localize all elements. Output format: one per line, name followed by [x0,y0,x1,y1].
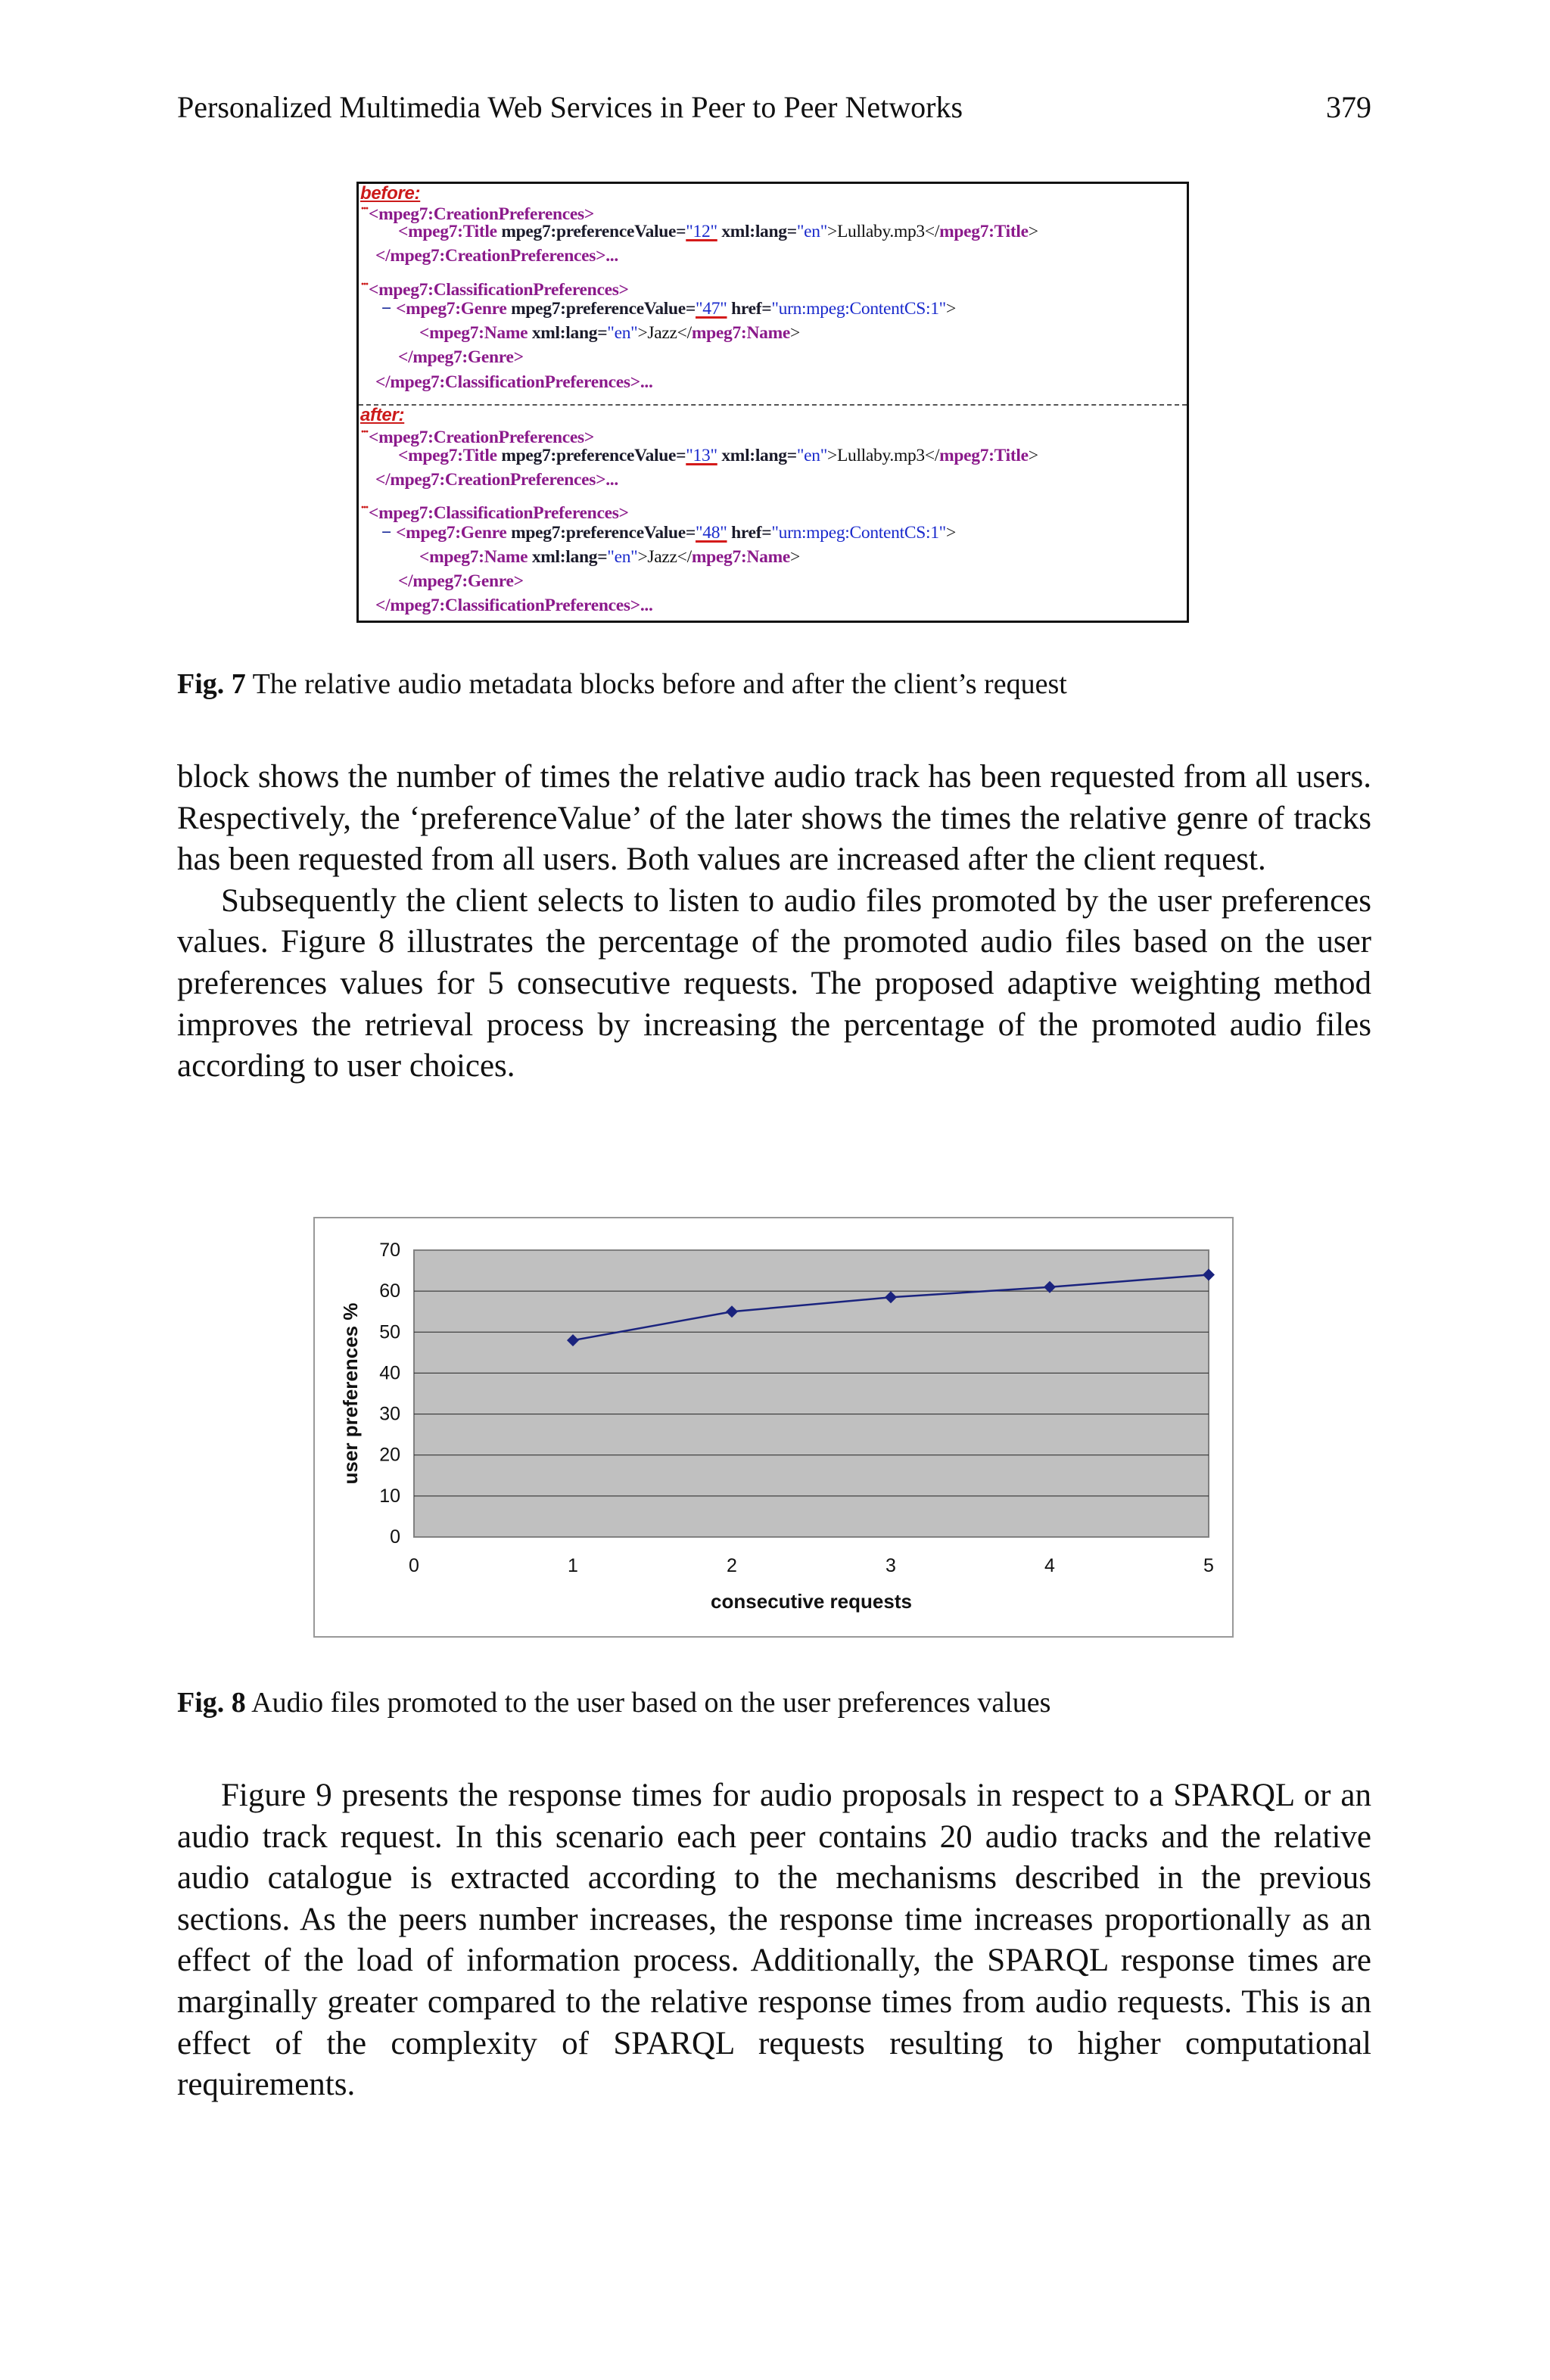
figure-7-caption-text: The relative audio metadata blocks before and after the client’s request [245,668,1067,700]
xml-line: ···<mpeg7:CreationPreferences> [360,201,594,224]
xml-line: <mpeg7:Title mpeg7:preferenceValue="12" xml:lang="en">Lullaby.mp3</mpeg7:Title> [398,222,1038,241]
xml-line: </mpeg7:CreationPreferences>... [375,470,618,490]
paragraph: Subsequently the client selects to listen to audio files promoted by the user preferences values. Figure 8 illustrates the percentage of the promoted audio files based on the user preferences values for 5 consecutive requests. The proposed adaptive weighting method improves the retrieval process by increasing the percentage of the promoted audio files according to user choices. [177,882,1371,1084]
before-after-separator [359,404,1187,406]
x-tick-label: 0 [409,1555,419,1576]
xml-line: ···<mpeg7:CreationPreferences> [360,424,594,447]
xml-line: </mpeg7:Genre> [398,347,524,367]
xml-line: ···<mpeg7:ClassificationPreferences> [360,499,629,523]
y-tick-label: 10 [379,1485,400,1507]
y-tick-labels [379,1240,400,1548]
y-tick-label: 50 [379,1321,400,1343]
x-tick-label: 1 [568,1555,578,1576]
y-tick-label: 20 [379,1444,400,1466]
x-tick-label: 5 [1203,1555,1214,1576]
xml-line: − <mpeg7:Genre mpeg7:preferenceValue="47" href="urn:mpeg:ContentCS:1"> [381,299,956,319]
chart-svg [315,1218,1232,1636]
xml-line: ···<mpeg7:ClassificationPreferences> [360,276,629,300]
figure-8-chart [313,1217,1234,1638]
x-axis-label: consecutive requests [711,1590,912,1613]
figure-8-caption-text: Audio files promoted to the user based on the user preferences values [245,1687,1051,1719]
xml-line: </mpeg7:ClassificationPreferences>... [375,596,653,615]
body-text-1 [177,757,1371,1087]
paragraph: block shows the number of times the relative audio track has been requested from all users. Respectively, the ‘preferenceValue’ of the later shows the times the relative genre of tracks has been requested from all users. Both values are increased after the client request. [177,759,1371,878]
preference-value-before-title: "12" [686,222,717,241]
preference-value-before-genre: "47" [696,299,727,319]
xml-line: </mpeg7:ClassificationPreferences>... [375,372,653,392]
preference-value-after-title: "13" [686,446,717,465]
x-tick-labels [409,1555,1214,1576]
running-title: Personalized Multimedia Web Services in Peer to Peer Networks [177,90,963,124]
plot-area [414,1250,1209,1537]
xml-line: </mpeg7:CreationPreferences>... [375,246,618,266]
x-tick-label: 3 [885,1555,896,1576]
y-tick-label: 40 [379,1362,400,1384]
xml-line: <mpeg7:Title mpeg7:preferenceValue="13" xml:lang="en">Lullaby.mp3</mpeg7:Title> [398,446,1038,465]
y-tick-label: 70 [379,1240,400,1261]
xml-line: <mpeg7:Name xml:lang="en">Jazz</mpeg7:Name> [419,323,800,343]
preference-value-after-genre: "48" [696,523,727,543]
x-tick-label: 2 [727,1555,737,1576]
after-label: after: [360,405,405,425]
figure-7-xml-blocks [356,182,1189,623]
xml-line: <mpeg7:Name xml:lang="en">Jazz</mpeg7:Name> [419,547,800,567]
figure-8-caption-label: Fig. 8 [177,1687,246,1719]
y-tick-label: 0 [390,1526,400,1548]
xml-line: − <mpeg7:Genre mpeg7:preferenceValue="48" href="urn:mpeg:ContentCS:1"> [381,523,956,543]
paragraph: Figure 9 presents the response times for audio proposals in respect to a SPARQL or an audio track request. In this scenario each peer contains 20 audio tracks and the relative audio catalogue is extracted according to the mechanisms described in the previous sections. As the peers number increases, the response time increases proportionally as an effect of the load of information process. Additionally, the SPARQL response times are marginally greater compared to the relative response times from audio requests. This is an effect of the complexity of SPARQL requests resulting to higher computational requirements. [177,1778,1371,2103]
before-label: before: [360,183,421,204]
body-text-2 [177,1775,1371,2106]
page-number: 379 [1326,90,1371,124]
x-tick-label: 4 [1044,1555,1055,1576]
figure-7-caption [177,666,1067,702]
figure-8-caption [177,1685,1050,1721]
y-tick-label: 30 [379,1403,400,1425]
y-axis-label: user preferences % [339,1302,362,1485]
y-tick-label: 60 [379,1280,400,1302]
xml-line: </mpeg7:Genre> [398,571,524,591]
figure-7-caption-label: Fig. 7 [177,668,246,700]
